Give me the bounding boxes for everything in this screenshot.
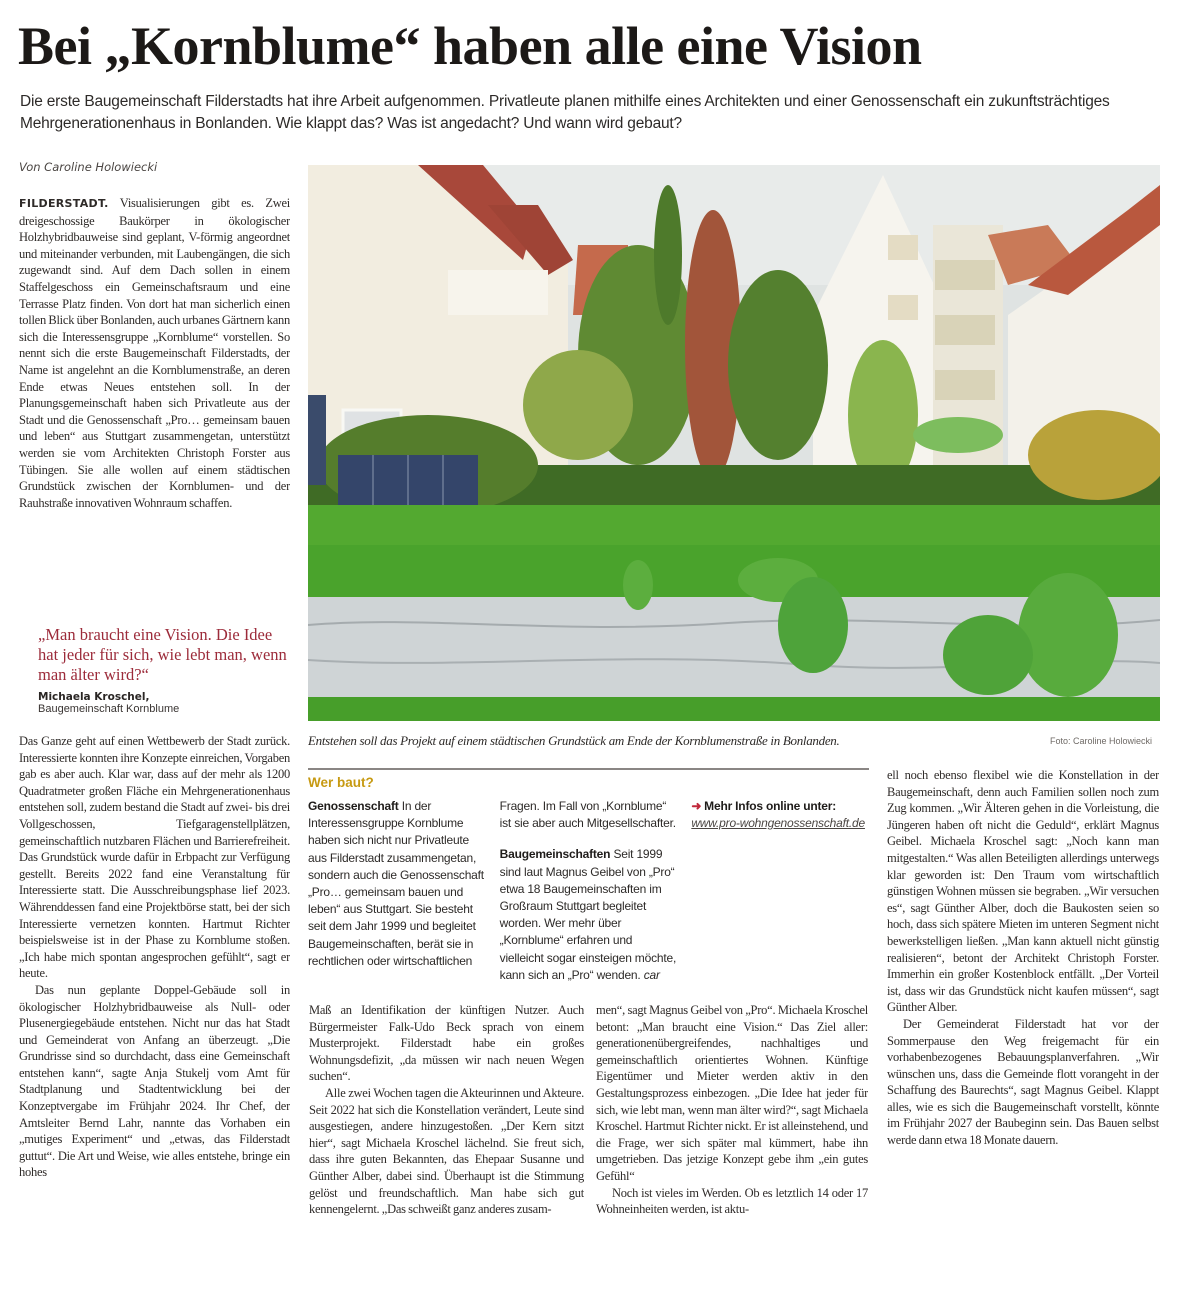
- headline: Bei „Kornblume“ haben alle eine Vision: [18, 16, 922, 76]
- body-column-1-top: [19, 195, 290, 613]
- photo-credit: Foto: Caroline Holowiecki: [1050, 736, 1153, 746]
- paragraph: Das Ganze geht auf einen Wettbewerb der Stadt zurück. Interessierte konnten ihre Konzepte einreichen, Vorgaben gab es aber auch. Klar war, dass auf der mehr als 1200 Quadratmeter großen Fläche ein Mehrgenerationenhaus entstehen soll, zudem bestand die Stadt auf zwei- bis drei Vollgeschossen, Tiefgaragenstellplätzen, gemeinschaftlich nutzbaren Flächen und Barrierefreiheit. Das Grundstück wurde dafür in Erbpacht zur Verfügung gestellt. Bereits 2022 fand eine Veranstaltung für Interessierte statt. Die Ausschreibungsphase lief 2023. Währenddessen fand eine Projektbörse statt, bei der sich Interessierte vernetzen konnten. Hartmut Richter beispielsweise ist in der Phase zu Kornblume stoßen. „Ich habe mich spontan angesprochen gefühlt“, sagt er heute.: [19, 734, 290, 981]
- info-baugemeinschaften-head: Baugemeinschaften: [499, 847, 611, 862]
- paragraph: Maß an Identifikation der künftigen Nutzer. Auch Bürgermeister Falk-Udo Beck sprach von einem Musterprojekt. Filderstadt habe ein großes Wohnungsdefizit, „da müssen wir nach neuen Wegen suchen“.: [309, 1003, 584, 1084]
- more-info-label: [691, 799, 836, 813]
- info-box-columns: [308, 798, 869, 990]
- info-genossenschaft-text: In der Interessensgruppe Kornblume haben sich nicht nur Privatleute aus Filderstadt zusammengetan, sondern auch die Genossenschaft „Pro… gemeinsam bauen und leben“ aus Stuttgart. Sie besteht seit dem Jahr 1999 und begleitet Baugemeinschaften, berät sie in rechtlichen oder wirtschaftlichen Fragen. Im Fall von „Kornblume“ ist sie aber auch Mitgesellschafter.: [308, 799, 676, 968]
- pull-quote-name: Michaela Kroschel,: [38, 691, 150, 703]
- garden-photo-illustration: [308, 165, 1160, 721]
- photo-caption: Entstehen soll das Projekt auf einem städtischen Grundstück am Ende der Kornblumenstraße in Bonlanden.: [308, 733, 840, 748]
- body-column-3: [596, 1002, 868, 1287]
- paragraph: Alle zwei Wochen tagen die Akteurinnen und Akteure. Seit 2022 hat sich die Konstellation verändert, Leute sind ausgestiegen, andere hinzugestoßen. „Der Kern sitzt hier“, sagt Michaela Kroschel lächelnd. Sie freut sich, dass ihre guten Bekannten, das Ehepaar Susanne und Günther Alber, dabei sind. Überhaupt ist die Stimmung gelöst und freundschaftlich. Man habe sich gut kennengelernt. „Das schweißt ganz anderes zusam-: [309, 1085, 584, 1217]
- body-column-4: [887, 767, 1159, 1287]
- article-photo: [308, 165, 1160, 721]
- info-baugemeinschaften: [500, 846, 678, 984]
- pull-quote-org: Baugemeinschaft Kornblume: [38, 703, 180, 715]
- pull-quote-text: „Man braucht eine Vision. Die Idee hat jeder für sich, wie lebt man, wenn man älter wird?“: [38, 625, 287, 684]
- pull-quote: [38, 625, 290, 715]
- paragraph: Das nun geplante Doppel-Gebäude soll in ökologischer Holzhybridbauweise als Null- oder Plusenergiegebäude entstehen. Nicht nur das hat Stadt und Gemeinderat von Anfang an überzeugt. „Die Grundrisse sind so durchdacht, dass eine Gemeinschaft entstehen kann“, sagte Anja Stukelj vom Amt für Stadtplanung und Stadtentwicklung bei der Konzeptvergabe im Frühjahr 2024. Ihr Chef, der Amtsleiter Bernd Lahr, nannte das Vorhaben ein „mutiges Experiment“ und „etwas, das Filderstadt guttut“. Die Art und Weise, wie alles entstehe, bringe ein hohes: [19, 982, 290, 1180]
- arrow-right-icon: ➜: [691, 799, 702, 813]
- paragraph: [19, 195, 290, 511]
- more-info-label-text: Mehr Infos online unter:: [704, 799, 837, 813]
- info-box-title: Wer baut?: [308, 775, 374, 790]
- paragraph: Der Gemeinderat Filderstadt hat vor der Sommerpause den Weg freigemacht für ein vorhabenbezogenes Bebauungsplanverfahren. „Wir wünschen uns, dass die Gemeinde flott vorangeht in der Schaffung des Baurechts“, sagt Magnus Geibel. Klappt alles, wie es sich die Baugemeinschaft vorstellt, könnte im Frühjahr 2027 der Baubeginn sein. Das Bauen selbst werde dann etwa 18 Monate dauern.: [887, 1016, 1159, 1148]
- info-box-divider: [308, 768, 869, 770]
- body-column-1-bottom: [19, 733, 290, 1273]
- dateline: FILDERSTADT.: [19, 197, 109, 210]
- paragraph: ell noch ebenso flexibel wie die Konstellation in der Baugemeinschaft, denn auch Familien sollen noch zum Zug kommen. „Wir Älteren gehen in die Vorleistung, die Jüngeren haben oft nicht die Geduld“, erklärt Magnus Geibel. Michaela Kroschel sagt: „Noch kann man mitgestalten.“ Was allen Beteiligten allerdings unterwegs klar geworden ist: Den Traum vom wirtschaftlich günstigen Wohnen müssen sie begraben. „Wir versuchen es“, sagt Günther Alber, doch die Baukosten seien so hoch, dass sich spätere Mieten im unteren Segment nicht bewerkstelligen ließen. „Man kann aktuell nicht günstig realisieren“, betont der Architekt Christoph Forster. Immerhin ein großer Kostenblock entfällt. „Der Vorteil ist, dass wir das Grundstück nicht kaufen müssen“, sagt Günther Alber.: [887, 768, 1159, 1015]
- paragraph: Noch ist vieles im Werden. Ob es letztlich 14 oder 17 Wohneinheiten werden, ist aktu-: [596, 1185, 868, 1217]
- info-genossenschaft-head: Genossenschaft: [308, 799, 399, 813]
- info-baugemeinschaften-text: Seit 1999 sind laut Magnus Geibel von „Pro“ etwa 18 Baugemeinschaften im Großraum Stuttgart begleitet worden. Wer mehr über „Kornblume“ erfahren und vielleicht sogar einsteigen möchte, kann sich an „Pro“ wenden.: [499, 847, 677, 982]
- byline: Von Caroline Holowiecki: [19, 160, 158, 174]
- author-signature: car: [643, 967, 660, 982]
- more-info-link[interactable]: www.pro-wohngenossenschaft.de: [691, 816, 865, 831]
- paragraph: men“, sagt Magnus Geibel von „Pro“. Michaela Kroschel betont: „Man braucht eine Vision.“ Das Ziel aller: generationenübergreifendes, nachhaltiges und gemeinschaftlich orientiertes Wohnen. Künftige Eigentümer und Mieter werden aktiv in den Gestaltungsprozess einbezogen. „Die Idee hat jeder für sich, wie lebt man, wenn man älter wird?“, sagt Michaela Kroschel. Hartmut Richter nickt. Er ist alleinstehend, und die Frage, wer sich später mal kümmert, habe ihn umgetrieben. Das jetzige Konzept gebe ihm „ein gutes Gefühl“: [596, 1003, 868, 1183]
- paragraph-text: Visualisierungen gibt es. Zwei dreigeschossige Baukörper in ökologischer Holzhybridbauweise sind geplant, V-förmig angeordnet und miteinander verbunden, mit Laubengängen, die sich zugewandt sind. Auf dem Dach sollen in einem Staffelgeschoss ein Gemeinschaftsraum und eine Terrasse Platz finden. Von dort hat man sicherlich einen tollen Blick über Bonlanden, auch urbanes Gärtnern kann sich die Interessensgruppe „Kornblume“ vorstellen. So nennt sich die erste Baugemeinschaft Filderstadts, der Name ist angelehnt an die Kornblumenstraße, an deren Ende etwas Neues entstehen soll. In der Planungsgemeinschaft haben sich Privatleute aus der Stadt und die Genossenschaft „Pro… gemeinsam bauen und leben“ aus Stuttgart zusammengetan, unterstützt werden sie vom Architekten Christoph Forster aus Tübingen. Sie alle wollen auf einem städtischen Grundstück zwischen der Kornblumen- und der Rauhstraße innovativen Wohnraum schaffen.: [19, 196, 290, 510]
- body-column-2: [309, 1002, 584, 1287]
- teaser: Die erste Baugemeinschaft Filderstadts hat ihre Arbeit aufgenommen. Privatleute planen mithilfe eines Architekten und einer Genossenschaft ein zukunftsträchtiges Mehrgenerationenhaus in Bonlanden. Wie klappt das? Was ist angedacht? Und wann wird gebaut?: [20, 93, 1110, 132]
- more-info: [691, 798, 869, 832]
